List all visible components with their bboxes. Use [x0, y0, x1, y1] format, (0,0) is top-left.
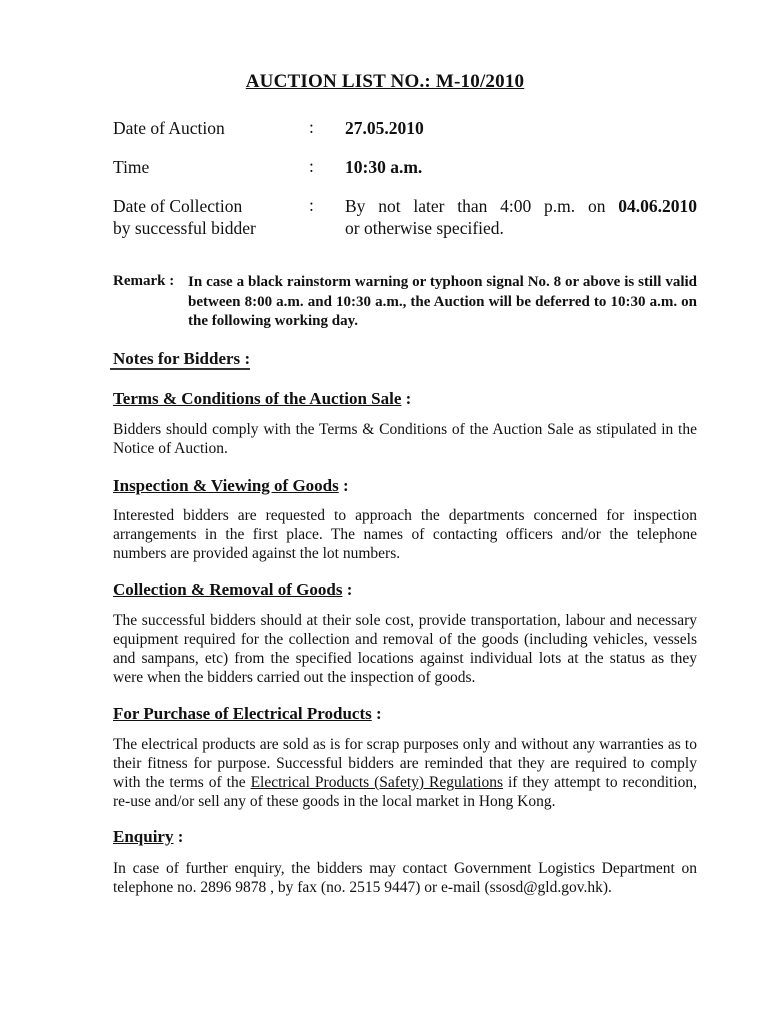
electrical-body-pre: The electrical products are sold as is for scrap purposes only and without any warranties as to their fitness for purpose. Successful bidders are reminded that they are required to comply with the terms of the	[113, 736, 697, 791]
time-value	[345, 156, 422, 178]
document-title: AUCTION LIST NO.: M-10/2010	[245, 71, 525, 92]
notes-heading-colon: :	[240, 349, 251, 368]
collection-heading-colon: :	[342, 580, 353, 599]
collection-value-date: 04.06.2010	[618, 196, 697, 216]
notes-underline	[110, 368, 250, 370]
enquiry-heading	[113, 827, 183, 847]
enquiry-body: In case of further enquiry, the bidders may contact Government Logistics Department on telephone no. 2896 9878 , by fax (no. 2515 9447) or e-mail (ssosd@gld.gov.hk).	[113, 860, 697, 896]
terms-heading-colon: :	[401, 389, 412, 408]
collection-body: The successful bidders should at their sole cost, provide transportation, labour and necessary equipment required for the collection and removal of the goods (including vehicles, vessels and sampans, etc) from the specified locations against individual lots at the status as they were when the bidders carried out the inspection of goods.	[113, 612, 697, 686]
collection-value-post: or otherwise specified.	[345, 218, 504, 238]
remark-label: Remark :	[113, 273, 175, 289]
time-label: Time	[113, 157, 150, 177]
electrical-regulations-link: Electrical Products (Safety) Regulations	[250, 774, 504, 791]
notes-heading-text: Notes for Bidders	[113, 349, 241, 368]
electrical-body	[113, 735, 697, 811]
time-value-text: 10:30 a.m.	[345, 157, 423, 177]
notes-heading	[113, 349, 250, 369]
collection-heading-text: Collection & Removal of Goods	[113, 580, 343, 599]
electrical-body-post: if they attempt to recondition, re-use and/or sell any of these goods in the local market in Hong Kong.	[113, 774, 697, 810]
colon: :	[309, 195, 314, 215]
date-of-auction-value	[345, 117, 424, 139]
colon: :	[309, 156, 314, 176]
inspection-heading-colon: :	[338, 476, 349, 495]
date-of-collection-value	[345, 195, 697, 239]
date-of-auction-label: Date of Auction	[113, 118, 225, 138]
inspection-body: Interested bidders are requested to approach the departments concerned for inspection arrangements in the first place. The names of contacting officers and/or the telephone numbers are provided against the lot numbers.	[113, 507, 697, 562]
terms-body: Bidders should comply with the Terms & Conditions of the Auction Sale as stipulated in the Notice of Auction.	[113, 421, 697, 457]
enquiry-heading-colon: :	[173, 827, 184, 846]
remark-text: In case a black rainstorm warning or typhoon signal No. 8 or above is still valid between 8:00 a.m. and 10:30 a.m., the Auction will be deferred to 10:30 a.m. on the following working day.	[188, 274, 697, 329]
colon: :	[309, 117, 314, 137]
date-of-collection-label-line1: Date of Collection	[113, 196, 243, 216]
date-of-collection-label	[113, 195, 256, 239]
terms-heading-text: Terms & Conditions of the Auction Sale	[113, 389, 402, 408]
enquiry-heading-text: Enquiry	[113, 827, 174, 846]
date-of-collection-label-line2: by successful bidder	[113, 218, 256, 238]
electrical-heading	[113, 704, 382, 724]
terms-heading	[113, 389, 411, 409]
inspection-heading-text: Inspection & Viewing of Goods	[113, 476, 339, 495]
date-of-auction-value-text: 27.05.2010	[345, 118, 424, 138]
electrical-heading-text: For Purchase of Electrical Products	[113, 704, 372, 723]
electrical-heading-colon: :	[371, 704, 382, 723]
inspection-heading	[113, 476, 349, 496]
collection-heading	[113, 580, 352, 600]
collection-value-pre: By not later than 4:00 p.m. on	[345, 196, 619, 216]
collection-value-line1	[345, 195, 697, 217]
